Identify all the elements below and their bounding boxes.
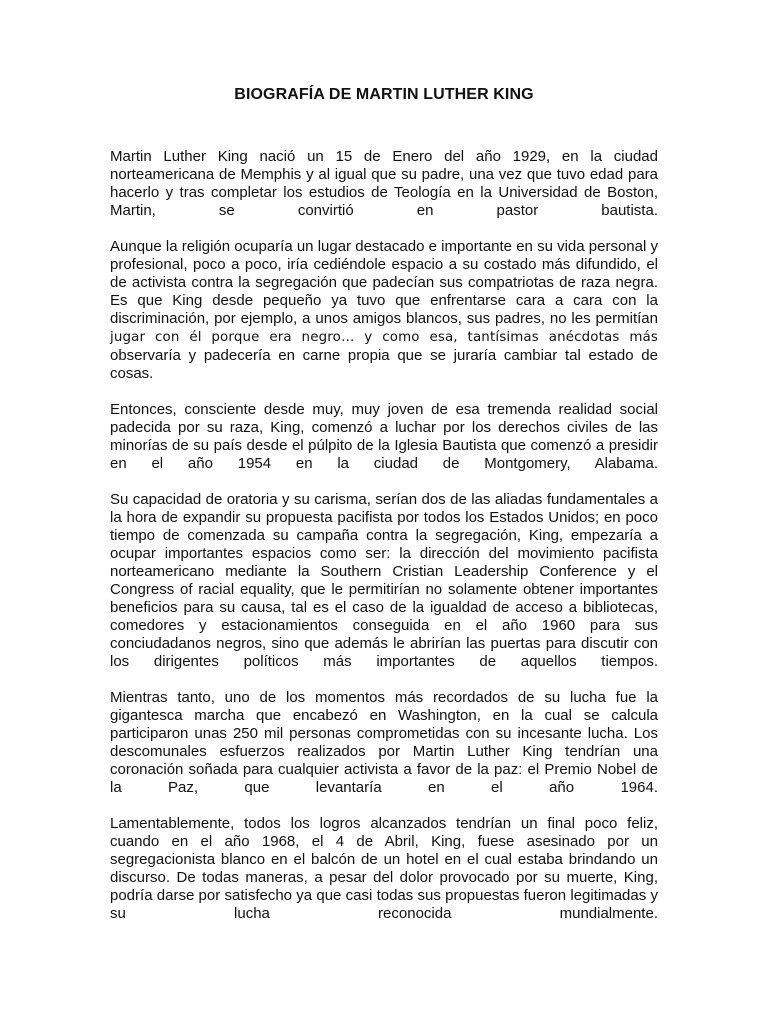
paragraph-civil-rights-start: Entonces, consciente desde muy, muy joven de esa tremenda realidad social padecida por su raza, King, comenzó a luchar por los derechos civiles de las minorías de su país desde el púlpito de la Iglesia Bautista que comenzó a presidir en el año 1954 en la ciudad de Montgomery, Alabama. xyxy=(110,401,658,472)
paragraph-oratory: Su capacidad de oratoria y su carisma, serían dos de las aliadas fundamentales a la hora de expandir su propuesta pacifista por todos los Estados Unidos; en poco tiempo de comenzada su campaña contra la segregación, King, empezaría a ocupar importantes espacios como ser: la dirección del movimiento pacifista norteamericano mediante la Southern Cristian Leadership Conference y el Congress of racial equality, que le permitirían no solamente obtener importantes beneficios para su causa, tal es el caso de la igualdad de acceso a bibliotecas, comedores y estacionamientos conseguida en el año 1960 para sus conciudadanos negros, sino que además le abrirían las puertas para discutir con los dirigentes políticos más importantes de aquellos tiempos. xyxy=(110,491,658,670)
paragraph-washington-march: Mientras tanto, uno de los momentos más recordados de su lucha fue la gigantesca marcha que encabezó en Washington, en la cual se calcula participaron unas 250 mil personas comprometidas con su incesante lucha. Los descomunales esfuerzos realizados por Martin Luther King tendrían una coronación soñada para cualquier activista a favor de la paz: el Premio Nobel de la Paz, que levantaría en el año 1964. xyxy=(110,689,658,796)
paragraph-birth: Martin Luther King nació un 15 de Enero del año 1929, en la ciudad norteamericana de Memphis y al igual que su padre, una vez que tuvo edad para hacerlo y tras completar los estudios de Teología en la Universidad de Boston, Martin, se convirtió en pastor bautista. xyxy=(110,148,658,219)
document-title: BIOGRAFÍA DE MARTIN LUTHER KING xyxy=(234,86,534,103)
paragraph-segment-alt-font: jugar con él porque era negro… y como esa, tantísimas anécdotas más xyxy=(110,330,658,345)
paragraph-segment: observaría y padecería en carne propia que se juraría cambiar tal estado de cosas. xyxy=(110,347,658,382)
document-body xyxy=(110,148,658,941)
paragraph-segment: Aunque la religión ocuparía un lugar destacado e importante en su vida personal y profesional, poco a poco, iría cediéndole espacio a su costado más difundido, el de activista contra la segregación que padecían sus compatriotas de raza negra. Es que King desde pequeño ya tuvo que enfrentarse cara a cara con la discriminación, por ejemplo, a unos amigos blancos, sus padres, no les permitían xyxy=(110,238,658,327)
paragraph-assassination: Lamentablemente, todos los logros alcanzados tendrían un final poco feliz, cuando en el año 1968, el 4 de Abril, King, fuese asesinado por un segregacionista blanco en el balcón de un hotel en el cual estaba brindando un discurso. De todas maneras, a pesar del dolor provocado por su muerte, King, podría darse por satisfecho ya que casi todas sus propuestas fueron legitimadas y su lucha reconocida mundialmente. xyxy=(110,815,658,922)
paragraph-religion-activism xyxy=(110,238,658,383)
